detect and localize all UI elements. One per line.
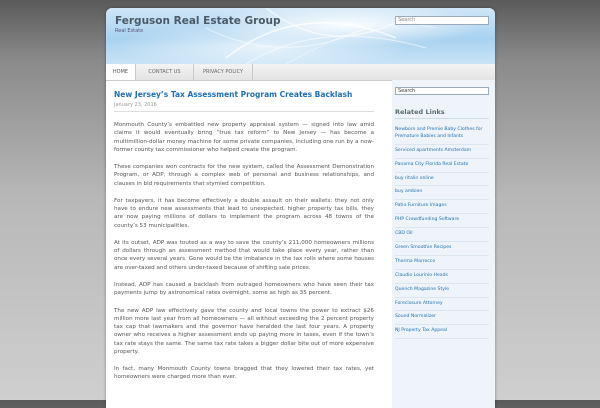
site-tagline: Real Estate [115, 28, 144, 34]
post-title[interactable]: New Jersey’s Tax Assessment Program Creates Backlash [114, 90, 353, 99]
site-header [106, 8, 495, 64]
nav-item-home[interactable]: HOME [106, 64, 136, 80]
main-nav [106, 64, 495, 81]
related-link[interactable]: buy ritalin online [395, 173, 489, 187]
post-paragraph: In fact, many Monmouth County towns bragged that they lowered their tax rates, yet homeowners were charged more than ever. [114, 366, 374, 381]
post-paragraph: At its outset, ADP was touted as a way to save the county’s 211,000 homeowners millions of dollars through an assessment method that would take place every year, rather than once every several years. Gone would be the imbalance in the tax rolls where some houses are over-taxed and others under-taxed because of shifting sale prices. [114, 239, 374, 271]
post-date: January 23, 2016 [114, 102, 374, 112]
sidebar-search-input[interactable]: Search [395, 87, 489, 95]
related-link[interactable]: NJ Property Tax Appeal [395, 325, 489, 339]
related-link[interactable]: buy ambien [395, 186, 489, 200]
related-link[interactable]: Therma Marrocco [395, 256, 489, 270]
post-paragraph: These companies won contracts for the new system, called the Assessment Demonstration Program, or ADP, through a complex web of personal and business relationships, and clauses in bid requirements that stymied competition. [114, 164, 374, 187]
related-link[interactable]: Foreclosure Attorney [395, 298, 489, 312]
post-paragraph: Monmouth County’s embattled new property appraisal system — signed into law amid claims it would eventually bring “true tax reform” to New Jersey — has become a multimillion-dollar money machine for some private companies, including one run by a now-former county tax commissioner who helped create the program. [114, 122, 374, 153]
page-container [106, 8, 495, 408]
related-link[interactable]: Claudio Lourinio Heads [395, 270, 489, 284]
sidebar [392, 80, 495, 408]
related-link[interactable]: Quench Magazine Style [395, 284, 489, 298]
related-link[interactable]: Serviced apartments Amsterdam [395, 145, 489, 159]
post-paragraph: The new ADP law effectively gave the county and local towns the power to extract $26 million more last year from all homeowners — all without exceeding the 2 percent property tax cap that lawmakers and the governor have heralded the last four years. A property owner who receives a higher assessment ends up paying more in taxes, even if the town’s tax rate stays the same. The same tax rate takes a bigger dollar bite out of more expensive property. [114, 307, 374, 355]
nav-item-contact-us[interactable]: CONTACT US [136, 64, 194, 80]
related-link[interactable]: CBD Oil [395, 228, 489, 242]
related-links-heading: Related Links [395, 108, 489, 119]
main-content [114, 90, 374, 382]
post-body [114, 121, 374, 382]
post-paragraph: For taxpayers, it has become effectively a double assault on their wallets: they not only have to endure new assessments that lead to unexpected, higher property tax bills, they are now paying millions of dollars to implement the program across 48 towns of the county’s 53 municipalities. [114, 197, 374, 229]
related-link[interactable]: PHP Crowdfunding Software [395, 214, 489, 228]
related-link[interactable]: Green Smoothie Recipes [395, 242, 489, 256]
post-paragraph: Instead, ADP has caused a backlash from outraged homeowners who have seen their tax payments jump by astronomical rates overnight, some as high as 35 percent. [114, 281, 374, 297]
nav-item-privacy-policy[interactable]: PRIVACY POLICY [194, 64, 253, 80]
related-link[interactable]: Newborn and Premie Baby Clothes for Premature Babies and Infants [395, 124, 489, 145]
related-link[interactable]: Sound Normalizer [395, 311, 489, 325]
site-title[interactable]: Ferguson Real Estate Group [115, 15, 281, 27]
related-link[interactable]: Patio Furniture Images [395, 200, 489, 214]
related-links-list [395, 124, 489, 339]
related-link[interactable]: Panama City Florida Real Estate [395, 159, 489, 173]
header-search-input[interactable]: Search [395, 16, 489, 25]
